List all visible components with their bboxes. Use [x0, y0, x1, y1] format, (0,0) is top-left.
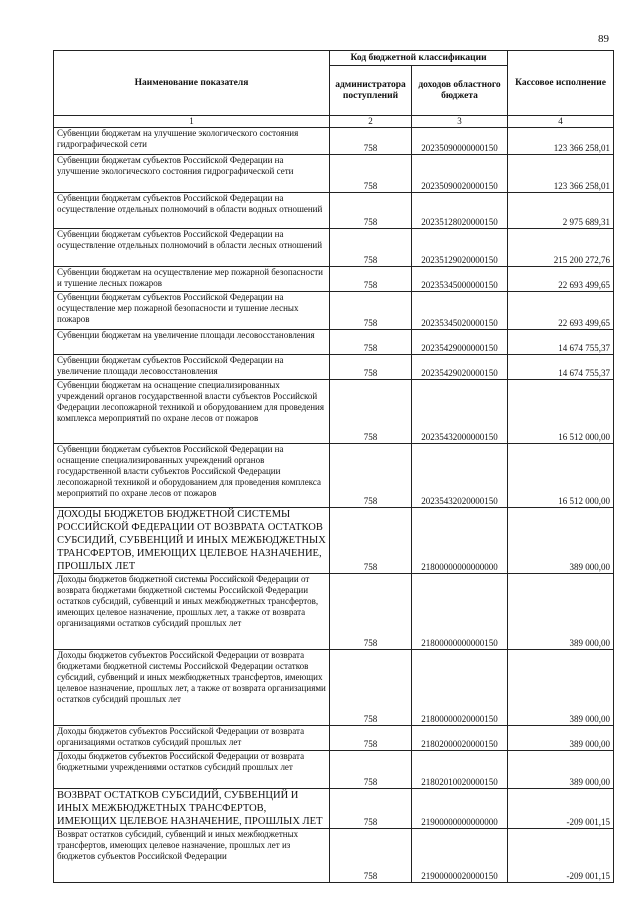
header-cash-execution: Кассовое исполнение — [508, 51, 614, 116]
table-row — [54, 355, 614, 380]
table-row — [54, 789, 614, 829]
row-admin-code: 758 — [330, 128, 412, 155]
row-admin-code: 758 — [330, 829, 412, 883]
table-row — [54, 751, 614, 789]
row-amount: -209 001,15 — [508, 829, 614, 883]
row-revenue-code: 21802000020000150 — [412, 726, 508, 751]
row-revenue-code: 20235432000000150 — [412, 380, 508, 444]
column-number: 2 — [330, 116, 412, 128]
row-amount: 2 975 689,31 — [508, 193, 614, 229]
row-revenue-code: 21800000000000000 — [412, 508, 508, 574]
header-budget-code: Код бюджетной классификации — [330, 51, 508, 66]
row-admin-code: 758 — [330, 380, 412, 444]
row-amount: 123 366 258,01 — [508, 128, 614, 155]
row-name: Доходы бюджетов субъектов Российской Федерации от возврата бюджетными учреждениями остатков субсидий прошлых лет — [54, 751, 330, 789]
row-revenue-code: 20235432020000150 — [412, 444, 508, 508]
row-admin-code: 758 — [330, 650, 412, 726]
table-row — [54, 267, 614, 292]
row-revenue-code: 20235429000000150 — [412, 330, 508, 355]
row-name: Доходы бюджетов субъектов Российской Федерации от возврата организациями остатков субсидий прошлых лет — [54, 726, 330, 751]
table-row — [54, 829, 614, 883]
row-admin-code: 758 — [330, 574, 412, 650]
row-admin-code: 758 — [330, 229, 412, 267]
row-name: Субвенции бюджетам на улучшение экологического состояния гидрографической сети — [54, 128, 330, 155]
row-name: Доходы бюджетов субъектов Российской Федерации от возврата бюджетами бюджетной системы Российской Федерации остатков субсидий, субвенций и иных межбюджетных трансфертов, имеющих целевое назначение, прошлых лет, а также от возврата организациями остатков субсидий прошлых лет — [54, 650, 330, 726]
table-row — [54, 330, 614, 355]
header-revenue: доходов областного бюджета — [412, 66, 508, 116]
row-revenue-code: 20235345000000150 — [412, 267, 508, 292]
row-amount: 22 693 499,65 — [508, 267, 614, 292]
row-revenue-code: 20235129020000150 — [412, 229, 508, 267]
page-number: 89 — [598, 33, 609, 45]
header-admin: администратора поступлений — [330, 66, 412, 116]
row-amount: 14 674 755,37 — [508, 355, 614, 380]
row-amount: 16 512 000,00 — [508, 380, 614, 444]
header-indicator: Наименование показателя — [54, 51, 330, 116]
row-amount: 123 366 258,01 — [508, 155, 614, 193]
row-admin-code: 758 — [330, 726, 412, 751]
table-row — [54, 726, 614, 751]
row-name: ДОХОДЫ БЮДЖЕТОВ БЮДЖЕТНОЙ СИСТЕМЫ РОССИЙСКОЙ ФЕДЕРАЦИИ ОТ ВОЗВРАТА ОСТАТКОВ СУБСИДИЙ, СУБВЕНЦИЙ И ИНЫХ МЕЖБЮДЖЕТНЫХ ТРАНСФЕРТОВ, ИМЕЮЩИХ ЦЕЛЕВОЕ НАЗНАЧЕНИЕ, ПРОШЛЫХ ЛЕТ — [54, 508, 330, 574]
row-admin-code: 758 — [330, 155, 412, 193]
row-revenue-code: 21802010020000150 — [412, 751, 508, 789]
row-amount: 389 000,00 — [508, 726, 614, 751]
row-amount: -209 001,15 — [508, 789, 614, 829]
row-revenue-code: 21900000000000000 — [412, 789, 508, 829]
row-admin-code: 758 — [330, 193, 412, 229]
row-revenue-code: 20235128020000150 — [412, 193, 508, 229]
row-name: Субвенции бюджетам на оснащение специализированных учреждений органов государственной власти субъектов Российской Федерации лесопожарной техникой и оборудованием для проведения комплекса мероприятий по охране лесов от пожаров — [54, 380, 330, 444]
budget-table — [53, 50, 614, 883]
table-row — [54, 508, 614, 574]
row-name: Субвенции бюджетам субъектов Российской Федерации на увеличение площади лесовосстановления — [54, 355, 330, 380]
table-row — [54, 574, 614, 650]
row-amount: 389 000,00 — [508, 574, 614, 650]
row-revenue-code: 20235090000000150 — [412, 128, 508, 155]
row-revenue-code: 20235090020000150 — [412, 155, 508, 193]
row-admin-code: 758 — [330, 751, 412, 789]
row-name: Субвенции бюджетам на осуществление мер пожарной безопасности и тушение лесных пожаров — [54, 267, 330, 292]
table-row — [54, 128, 614, 155]
row-name: Доходы бюджетов бюджетной системы Российской Федерации от возврата бюджетами бюджетной системы Российской Федерации остатков субсидий, субвенций и иных межбюджетных трансфертов, имеющих целевое назначение, прошлых лет, а также от возврата организациями остатков субсидий прошлых лет — [54, 574, 330, 650]
row-amount: 389 000,00 — [508, 508, 614, 574]
row-name: Субвенции бюджетам субъектов Российской Федерации на улучшение экологического состояния гидрографической сети — [54, 155, 330, 193]
row-admin-code: 758 — [330, 508, 412, 574]
row-amount: 389 000,00 — [508, 751, 614, 789]
table-row — [54, 155, 614, 193]
row-name: Субвенции бюджетам на увеличение площади лесовосстановления — [54, 330, 330, 355]
row-name: Субвенции бюджетам субъектов Российской Федерации на осуществление отдельных полномочий в области лесных отношений — [54, 229, 330, 267]
column-number: 4 — [508, 116, 614, 128]
column-number-row — [54, 116, 614, 128]
table-row — [54, 380, 614, 444]
table-row — [54, 292, 614, 330]
row-revenue-code: 21800000000000150 — [412, 574, 508, 650]
row-name: Субвенции бюджетам субъектов Российской Федерации на оснащение специализированных учреждений органов государственной власти субъектов Российской Федерации лесопожарной техникой и оборудованием для проведения комплекса мероприятий по охране лесов от пожаров — [54, 444, 330, 508]
row-revenue-code: 21900000020000150 — [412, 829, 508, 883]
row-admin-code: 758 — [330, 330, 412, 355]
table-row — [54, 193, 614, 229]
row-admin-code: 758 — [330, 355, 412, 380]
row-amount: 16 512 000,00 — [508, 444, 614, 508]
row-admin-code: 758 — [330, 267, 412, 292]
row-amount: 215 200 272,76 — [508, 229, 614, 267]
row-amount: 14 674 755,37 — [508, 330, 614, 355]
row-name: ВОЗВРАТ ОСТАТКОВ СУБСИДИЙ, СУБВЕНЦИЙ И ИНЫХ МЕЖБЮДЖЕТНЫХ ТРАНСФЕРТОВ, ИМЕЮЩИХ ЦЕЛЕВОЕ НАЗНАЧЕНИЕ, ПРОШЛЫХ ЛЕТ — [54, 789, 330, 829]
table-row — [54, 229, 614, 267]
row-name: Возврат остатков субсидий, субвенций и иных межбюджетных трансфертов, имеющих целевое назначение, прошлых лет из бюджетов субъектов Российской Федерации — [54, 829, 330, 883]
row-amount: 389 000,00 — [508, 650, 614, 726]
row-name: Субвенции бюджетам субъектов Российской Федерации на осуществление мер пожарной безопасности и тушение лесных пожаров — [54, 292, 330, 330]
row-revenue-code: 20235429020000150 — [412, 355, 508, 380]
row-revenue-code: 20235345020000150 — [412, 292, 508, 330]
row-revenue-code: 21800000020000150 — [412, 650, 508, 726]
table-row — [54, 650, 614, 726]
row-amount: 22 693 499,65 — [508, 292, 614, 330]
row-name: Субвенции бюджетам субъектов Российской Федерации на осуществление отдельных полномочий в области водных отношений — [54, 193, 330, 229]
row-admin-code: 758 — [330, 444, 412, 508]
table-row — [54, 444, 614, 508]
column-number: 3 — [412, 116, 508, 128]
column-number: 1 — [54, 116, 330, 128]
row-admin-code: 758 — [330, 789, 412, 829]
row-admin-code: 758 — [330, 292, 412, 330]
